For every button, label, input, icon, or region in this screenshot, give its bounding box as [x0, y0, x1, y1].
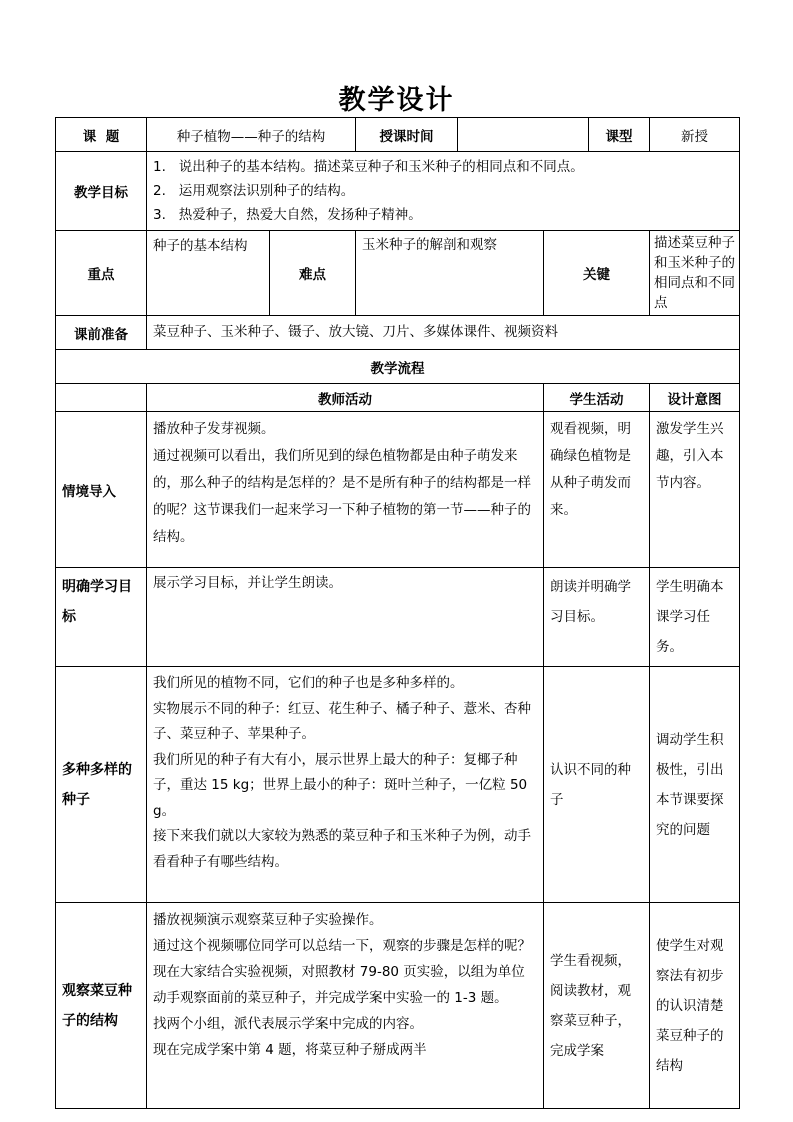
stage-label: 情境导入 [56, 412, 147, 568]
prep-value: 菜豆种子、玉米种子、镊子、放大镜、刀片、多媒体课件、视频资料 [147, 316, 740, 350]
crux-label: 关键 [544, 231, 650, 316]
student-activity: 观看视频，明确绿色植物是从种子萌发而来。 [544, 412, 650, 568]
stage-header [56, 384, 147, 412]
objective-item: 1. 说出种子的基本结构。描述菜豆种子和玉米种子的相同点和不同点。 [153, 159, 584, 175]
teacher-paragraph: 我们所见的种子有大有小，展示世界上最大的种子：复椰子种子，重达 15 kg；世界上最小的种子：斑叶兰种子，一亿粒 50 g。 [153, 751, 528, 819]
teacher-paragraph: 现在完成学案中第 4 题，将菜豆种子掰成两半 [153, 1042, 427, 1058]
teacher-paragraph: 通过视频可以看出，我们所见到的绿色植物都是由种子萌发来的，那么种子的结构是怎样的？是不是所有种子的结构都是一样的呢？这节课我们一起来学习一下种子植物的第一节——种子的结构。 [153, 448, 531, 545]
design-intent: 使学生对观察法有初步的认识清楚菜豆种子的结构 [650, 903, 740, 1109]
key-value: 种子的基本结构 [147, 231, 270, 316]
teacher-paragraph: 播放视频演示观察菜豆种子实验操作。 [153, 912, 383, 928]
header-row [56, 118, 740, 152]
teacher-paragraph: 现在大家结合实验视频，对照教材 79-80 页实验，以组为单位动手观察面前的菜豆种子，并完成学案中实验一的 1-3 题。 [153, 964, 525, 1006]
teacher-paragraph: 我们所见的植物不同，它们的种子也是多种多样的。 [153, 675, 464, 691]
hard-label: 难点 [270, 231, 356, 316]
type-label: 课型 [589, 118, 650, 152]
stage-label: 多种多样的种子 [56, 667, 147, 903]
prep-label: 课前准备 [56, 316, 147, 350]
process-row [56, 667, 740, 903]
design-intent: 激发学生兴趣，引入本节内容。 [650, 412, 740, 568]
focus-row [56, 231, 740, 316]
student-header: 学生活动 [544, 384, 650, 412]
teacher-paragraph: 找两个小组，派代表展示学案中完成的内容。 [153, 1016, 423, 1032]
design-intent: 学生明确本课学习任务。 [650, 568, 740, 667]
process-row [56, 568, 740, 667]
objective-item: 2. 运用观察法识别种子的结构。 [153, 183, 355, 199]
teacher-paragraph: 展示学习目标，并让学生朗读。 [153, 575, 342, 591]
teacher-activity [147, 667, 544, 903]
topic-value: 种子植物——种子的结构 [147, 118, 356, 152]
student-activity: 朗读并明确学习目标。 [544, 568, 650, 667]
process-title-row [56, 350, 740, 384]
prep-row [56, 316, 740, 350]
stage-label: 明确学习目标 [56, 568, 147, 667]
key-label: 重点 [56, 231, 147, 316]
teacher-paragraph: 接下来我们就以大家较为熟悉的菜豆种子和玉米种子为例，动手看看种子有哪些结构。 [153, 828, 531, 870]
teacher-paragraph: 通过这个视频哪位同学可以总结一下，观察的步骤是怎样的呢？ [153, 938, 531, 954]
teacher-activity [147, 568, 544, 667]
design-intent: 调动学生积极性，引出本节课要探究的问题 [650, 667, 740, 903]
time-value [458, 118, 589, 152]
objectives-row [56, 152, 740, 231]
teacher-activity [147, 903, 544, 1109]
student-activity: 认识不同的种子 [544, 667, 650, 903]
objectives-list [147, 152, 740, 231]
type-value: 新授 [650, 118, 740, 152]
hard-value: 玉米种子的解剖和观察 [356, 231, 544, 316]
process-title: 教学流程 [56, 350, 740, 384]
teacher-header: 教师活动 [147, 384, 544, 412]
process-row [56, 412, 740, 568]
doc-title: 教学设计 [338, 85, 455, 116]
teacher-activity [147, 412, 544, 568]
lesson-plan-table [55, 117, 740, 1109]
crux-value: 描述菜豆种子和玉米种子的相同点和不同点 [650, 231, 740, 316]
process-row [56, 903, 740, 1109]
teacher-paragraph: 播放种子发芽视频。 [153, 421, 275, 437]
process-header-row [56, 384, 740, 412]
objectives-label: 教学目标 [56, 152, 147, 231]
topic-label: 课 题 [56, 118, 147, 152]
teacher-paragraph: 实物展示不同的种子：红豆、花生种子、橘子种子、薏米、杏种子、菜豆种子、苹果种子。 [153, 700, 531, 742]
student-activity: 学生看视频，阅读教材，观察菜豆种子，完成学案 [544, 903, 650, 1109]
time-label: 授课时间 [356, 118, 458, 152]
intent-header: 设计意图 [650, 384, 740, 412]
stage-label: 观察菜豆种子的结构 [56, 903, 147, 1109]
objective-item: 3. 热爱种子，热爱大自然，发扬种子精神。 [153, 207, 422, 223]
